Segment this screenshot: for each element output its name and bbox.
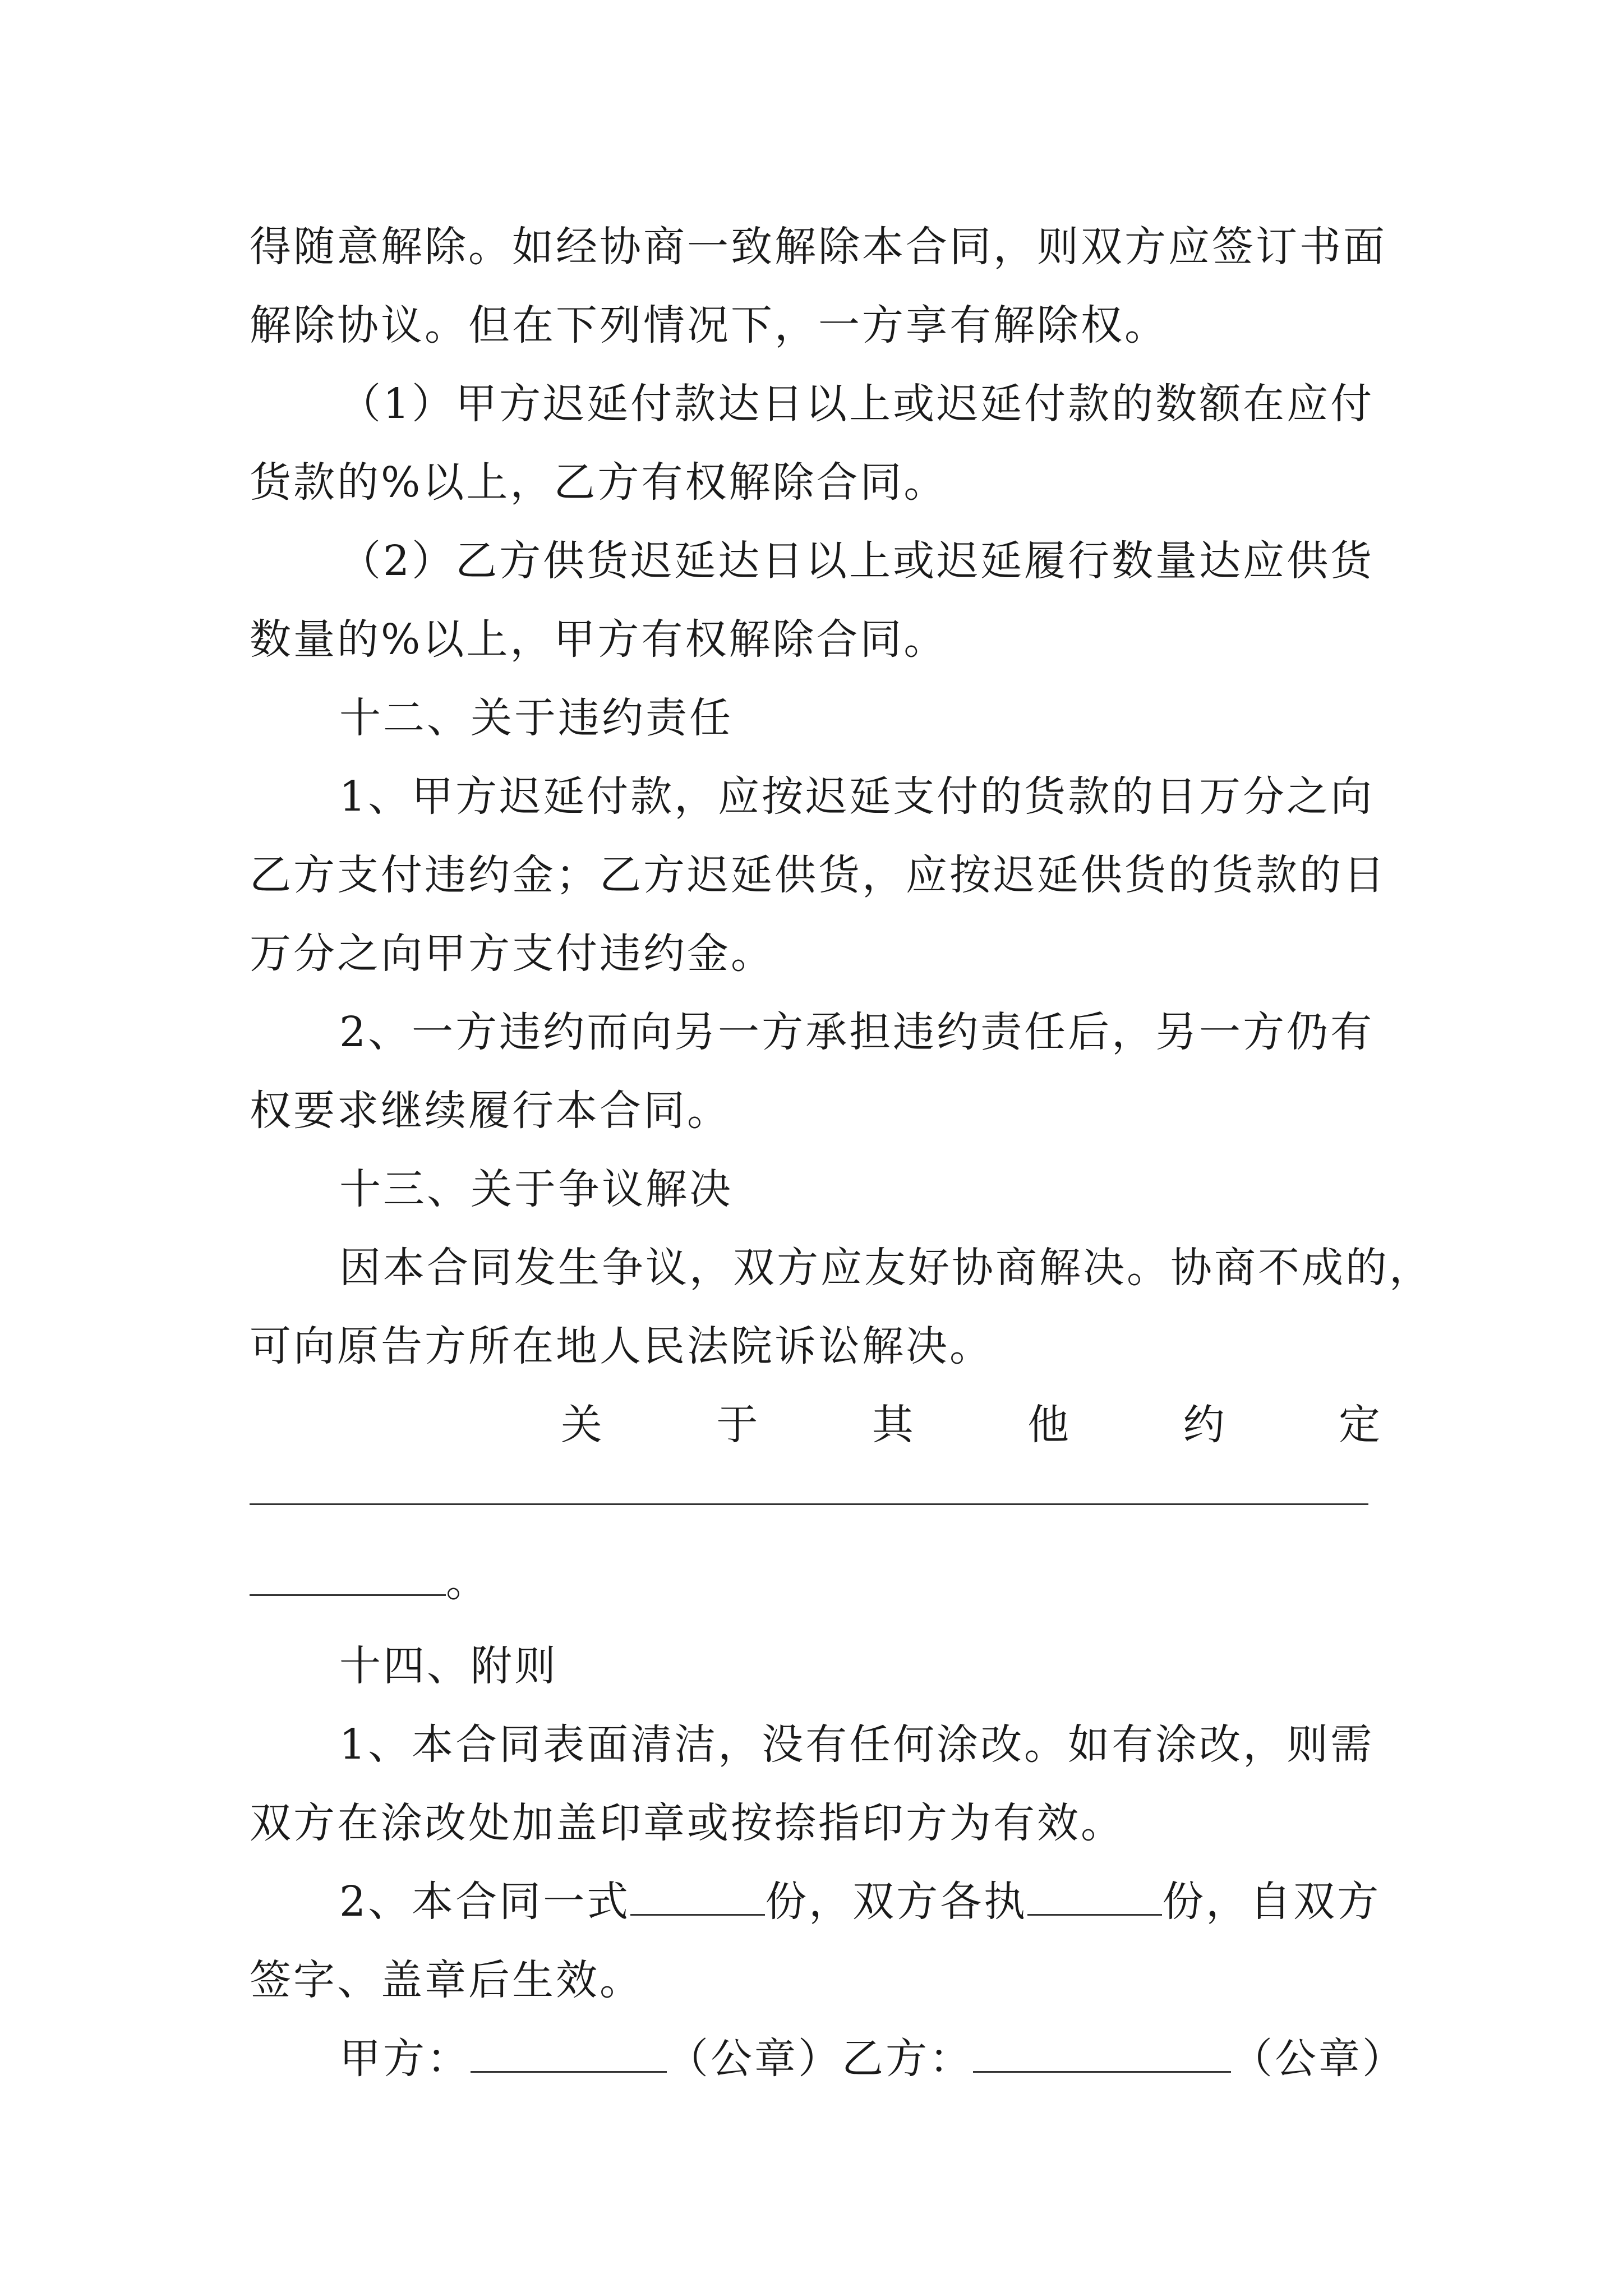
- text-line: 双方在涂改处加盖印章或按捺指印方为有效。: [250, 1799, 1124, 1847]
- fill-in-blank: [250, 1559, 446, 1596]
- party-b-blank: [973, 2036, 1231, 2073]
- section-heading-14: 十四、附则: [339, 1642, 558, 1690]
- period: 。: [446, 1558, 490, 1606]
- copies-each-blank: [1027, 1879, 1162, 1916]
- text-line: 数量的%以上，甲方有权解除合同。: [250, 615, 948, 664]
- text-line: 乙方支付违约金；乙方迟延供货，应按迟延供货的货款的日: [250, 851, 1387, 899]
- section-heading-12: 十二、关于违约责任: [339, 694, 733, 742]
- other-char: 定: [1338, 1401, 1382, 1449]
- fill-in-line-end: [250, 1543, 1382, 1621]
- text-line: 2、一方违约而向另一方承担违约责任后，另一方仍有: [339, 1008, 1375, 1056]
- text-line: 因本合同发生争议，双方应友好协商解决。协商不成的，: [339, 1244, 1433, 1292]
- text-line: 签字、盖章后生效。: [250, 1956, 643, 2004]
- signature-line: [250, 2019, 1406, 2098]
- text-line: 可向原告方所在地人民法院诉讼解决。: [250, 1322, 993, 1370]
- text-line: （1）甲方迟延付款达日以上或迟延付款的数额在应付: [339, 380, 1375, 428]
- seal-label: （公章）乙方：: [667, 2035, 973, 2083]
- text-line: 1、本合同表面清洁，没有任何涂改。如有涂改，则需: [339, 1720, 1375, 1769]
- party-a-blank: [471, 2036, 667, 2073]
- fill-in-line: [250, 1464, 1382, 1543]
- contract-page: [250, 208, 1433, 2098]
- text-line: 解除协议。但在下列情况下，一方享有解除权。: [250, 301, 1168, 349]
- copies-line: [250, 1862, 1382, 1941]
- text-line: 得随意解除。如经协商一致解除本合同，则双方应签订书面: [250, 223, 1387, 271]
- text-line: 1、甲方迟延付款，应按迟延支付的货款的日万分之向: [339, 772, 1375, 821]
- party-a-label: 甲方：: [339, 2035, 471, 2083]
- text-line: （2）乙方供货迟延达日以上或迟延履行数量达应供货: [339, 537, 1375, 585]
- other-char: 关: [561, 1401, 605, 1449]
- other-terms-heading: [250, 1386, 1382, 1464]
- seal-label: （公章）: [1231, 2035, 1406, 2083]
- section-heading-13: 十三、关于争议解决: [339, 1165, 733, 1213]
- text-line: 万分之向甲方支付违约金。: [250, 930, 774, 978]
- fill-in-rule: [250, 1503, 1368, 1505]
- text-line: 货款的%以上，乙方有权解除合同。: [250, 458, 948, 507]
- copies-total-blank: [630, 1879, 765, 1916]
- other-char: 于: [716, 1401, 760, 1449]
- copies-text: 份，双方各执: [765, 1878, 1028, 1926]
- other-char: 其: [872, 1401, 916, 1449]
- other-char: 他: [1027, 1401, 1072, 1449]
- copies-text: 份，自双方: [1162, 1878, 1381, 1926]
- copies-text: 2、本合同一式: [339, 1878, 631, 1926]
- other-char: 约: [1183, 1401, 1227, 1449]
- text-line: 权要求继续履行本合同。: [250, 1087, 731, 1135]
